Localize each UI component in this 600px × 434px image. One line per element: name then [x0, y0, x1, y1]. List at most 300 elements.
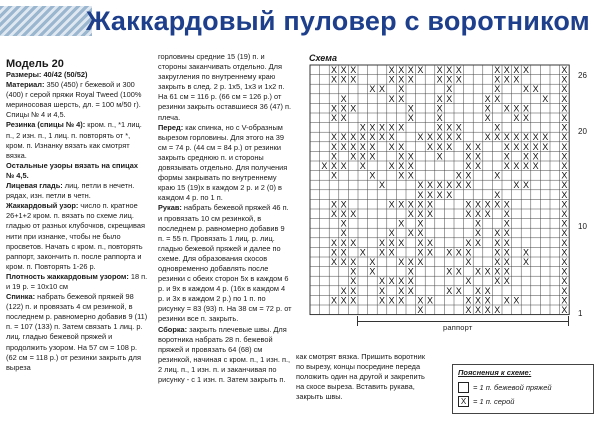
chart-cell-x: X [532, 161, 539, 171]
chart-cell-x: X [398, 74, 405, 85]
chart-cell-x: X [503, 276, 510, 287]
chart-cell-x: X [561, 209, 568, 219]
chart-cell-x: X [513, 180, 520, 191]
chart-cell-x: X [561, 247, 568, 258]
chart-cell-x: X [494, 266, 501, 277]
chart-cell-x: X [417, 237, 424, 248]
chart-cell-x: X [474, 209, 482, 219]
chart-cell-x: X [465, 141, 472, 152]
chart-cell-x: X [446, 65, 453, 75]
chart-cell-x: X [417, 65, 424, 75]
chart-cell-x: X [561, 113, 568, 123]
rib-pattern: Резинка (спицы № 4): кром. п., *1 лиц. п., 2 изн. п., 1 лиц. п. повторять от *, кром. п. Изнанку вязать как смотрят вязка. [6, 120, 142, 160]
chart-cell-x: X [484, 113, 491, 123]
chart-cell-x: X [561, 218, 568, 229]
chart-cell-x: X [340, 218, 347, 229]
chart-cell-x: X [398, 141, 405, 152]
chart-cell-x: X [484, 266, 491, 277]
chart-cell-x: X [503, 199, 510, 210]
chart-cell-x: X [369, 132, 376, 143]
chart-cell-x: X [561, 74, 568, 85]
chart-cell-x: X [503, 257, 510, 267]
chart-cell-x: X [407, 113, 414, 123]
chart-cell-x: X [398, 276, 405, 287]
row-label-20: 20 [578, 127, 587, 136]
chart-cell-x: X [417, 305, 424, 315]
chart-cell-x: X [350, 209, 357, 219]
chart-cell-x: X [330, 295, 338, 306]
finishing-text: как смотрят вязка. Пришить воротник по вырезу, концы посредине переда положить один на другой и закрепить на скосе выреза. Вставить рукава, закрыть швы. [296, 352, 425, 402]
chart-cell-x: X [474, 151, 482, 162]
chart-cell-x: X [436, 65, 443, 75]
legend-row-grey [458, 396, 588, 407]
chart-cell-x: X [436, 93, 443, 104]
chart-cell-x: X [417, 228, 424, 239]
chart-cell-x: X [561, 93, 568, 104]
chart-cell-x: X [561, 276, 568, 287]
chart-cell-x: X [561, 199, 568, 210]
chart-cell-x: X [494, 84, 501, 95]
chart-cell-x: X [426, 180, 434, 191]
row-label-1: 1 [578, 309, 583, 318]
chart-cell-x: X [455, 266, 462, 277]
legend-x-cell: X [458, 396, 469, 407]
chart-cell-x: X [561, 228, 568, 239]
chart-cell-x: X [494, 228, 501, 239]
chart-cell-x: X [561, 189, 568, 200]
banner-pattern [0, 6, 92, 36]
chart-cell-x: X [503, 151, 510, 162]
chart-cell-x: X [398, 237, 405, 248]
chart-cell-x: X [340, 161, 347, 171]
chart-cell-x: X [446, 189, 453, 200]
chart-cell-x: X [522, 84, 530, 95]
rapport-tick-left [357, 316, 358, 326]
chart-cell-x: X [369, 122, 376, 133]
chart-cell-x: X [522, 132, 530, 143]
chart-cell-x: X [455, 132, 462, 143]
chart-cell-x: X [455, 247, 462, 258]
chart-cell-x: X [561, 161, 568, 171]
row-label-10: 10 [578, 222, 587, 231]
chart-cell-x: X [503, 74, 510, 85]
chart-cell-x: X [542, 141, 549, 152]
chart-cell-x: X [378, 295, 386, 306]
chart-cell-x: X [436, 180, 443, 191]
chart-cell-x: X [407, 199, 414, 210]
chart-cell-x: X [474, 266, 482, 277]
chart-cell-x: X [561, 305, 568, 315]
chart-cell-x: X [398, 93, 405, 104]
chart-cell-x: X [474, 228, 482, 239]
chart-cell-x: X [532, 141, 539, 152]
other-patterns: Остальные узоры вязать на спицах № 4,5. [6, 160, 138, 180]
chart-cell-x: X [522, 247, 530, 258]
chart-cell-x: X [455, 122, 462, 133]
chart-cell-x: X [350, 132, 357, 143]
chart-cell-x: X [465, 247, 472, 258]
chart-cell-x: X [330, 209, 338, 219]
chart-cell-x: X [561, 132, 568, 143]
chart-cell-x: X [426, 209, 434, 219]
density: Плотность жаккардовым узором: 18 п. и 19 р. = 10x10 см [6, 271, 148, 291]
chart-cell-x: X [369, 84, 376, 95]
chart-cell-x: X [561, 170, 568, 181]
chart-cell-x: X [350, 295, 357, 306]
chart-cell-x: X [350, 65, 357, 75]
chart-cell-x: X [436, 132, 443, 143]
chart-cell-x: X [407, 285, 414, 296]
jacquard-pattern: Жаккардовый узор: число п. кратное 26+1+2 кром. п. вязать по схеме лиц. гладью от разных клубочков, скрещивая нити при изнанке, чтобы не было просветов. Начать с кром. п., повторять раппорт, закончить п. после раппорта и кром. п. Повторять 1-26 р. [6, 201, 145, 271]
chart-cell-x: X [484, 285, 491, 296]
chart-cell-x: X [522, 65, 530, 75]
chart-cell-x: X [532, 84, 539, 95]
chart-cell-x: X [330, 247, 338, 258]
chart-cell-x: X [522, 151, 530, 162]
chart-cell-x: X [398, 151, 405, 162]
chart-cell-x: X [474, 199, 482, 210]
chart-cell-x: X [446, 266, 453, 277]
chart-cell-x: X [388, 93, 395, 104]
chart-cell-x: X [330, 257, 338, 267]
neck-instructions: горловины средние 15 (19) п. и стороны заканчивать отдельно. Для закругления по внутреннему краю закрыть в след. 2 р. 1х5, 1х3 и 1х2 п. На 61 см = 116 р. (66 см = 126 р.) от резинки закрыть оставшиеся 36 (47) п. плеча. [158, 52, 292, 122]
chart-cell-x: X [398, 218, 405, 229]
chart-cell-x: X [388, 228, 395, 239]
chart-cell-x: X [388, 74, 395, 85]
chart-cell-x: X [398, 84, 405, 95]
chart-cell-x: X [455, 170, 462, 181]
chart-cell-x: X [522, 257, 530, 267]
chart-cell-x: X [378, 180, 386, 191]
stockinette: Лицевая гладь: лиц. петли в нечетн. рядах, изн. петли в четн. [6, 181, 135, 201]
chart-cell-x: X [388, 276, 395, 287]
chart-cell-x: X [513, 65, 520, 75]
chart-cell-x: X [398, 199, 405, 210]
chart-cell-x: X [340, 141, 347, 152]
chart-cell-x: X [446, 93, 453, 104]
chart-cell-x: X [417, 257, 424, 267]
chart-cell-x: X [388, 247, 395, 258]
chart-cell-x: X [417, 180, 424, 191]
chart-cell-x: X [330, 161, 338, 171]
chart-cell-x: X [446, 180, 453, 191]
chart-cell-x: X [503, 295, 510, 306]
chart-cell-x: X [388, 199, 395, 210]
chart-cell-x: X [494, 247, 501, 258]
chart-cell-x: X [561, 257, 568, 267]
chart-cell-x: X [407, 170, 414, 181]
chart-cell-x: X [513, 113, 520, 123]
chart-cell-x: X [455, 180, 462, 191]
chart-cell-x: X [513, 74, 520, 85]
chart-cell-x: X [330, 74, 338, 85]
column-left [6, 58, 148, 373]
chart-cell-x: X [494, 93, 501, 104]
chart-cell-x: X [561, 180, 568, 191]
chart-cell-x: X [350, 141, 357, 152]
chart-cell-x: X [561, 122, 568, 133]
chart-cell-x: X [321, 161, 328, 171]
chart-cell-x: X [494, 257, 501, 267]
chart-cell-x: X [474, 161, 482, 171]
chart-cell-x: X [340, 257, 347, 267]
chart-cell-x: X [350, 74, 357, 85]
sizes: Размеры: 40/42 (50/52) [6, 70, 88, 79]
chart-cell-x: X [330, 132, 338, 143]
column-right-text [296, 352, 434, 402]
row-label-26: 26 [578, 71, 587, 80]
chart-cell-x: X [330, 113, 338, 123]
chart-cell-x: X [513, 295, 520, 306]
chart-cell-x: X [350, 266, 357, 277]
column-middle [158, 52, 292, 385]
chart-cell-x: X [465, 295, 472, 306]
chart-cell-x: X [446, 84, 453, 95]
chart-cell-x: X [522, 113, 530, 123]
chart-cell-x: X [340, 295, 347, 306]
chart-cell-x: X [513, 132, 520, 143]
chart-cell-x: X [359, 132, 366, 143]
rapport-line [357, 321, 569, 322]
chart-cell-x: X [378, 237, 386, 248]
chart-cell-x: X [369, 151, 376, 162]
legend [452, 364, 594, 414]
chart-cell-x: X [503, 247, 510, 258]
chart-cell-x: X [417, 132, 424, 143]
chart-cell-x: X [484, 295, 491, 306]
chart-cell-x: X [494, 74, 501, 85]
chart-cell-x: X [446, 74, 453, 85]
chart-cell-x: X [426, 237, 434, 248]
chart-cell-x: X [494, 276, 501, 287]
chart-cell-x: X [417, 209, 424, 219]
chart-cell-x: X [407, 209, 414, 219]
chart-cell-x: X [503, 103, 510, 114]
chart-cell-x: X [561, 84, 568, 95]
chart-cell-x: X [330, 199, 338, 210]
scheme-title: Схема [309, 53, 337, 63]
legend-row-beige [458, 382, 588, 393]
chart-cell-x: X [407, 228, 414, 239]
chart-cell-x: X [369, 170, 376, 181]
chart-cell-x: X [407, 257, 414, 267]
chart-cell-x: X [474, 285, 482, 296]
chart-cell-x: X [494, 170, 501, 181]
legend-grey-text: = 1 п. серой [473, 397, 515, 406]
chart-cell-x: X [474, 237, 482, 248]
chart-cell-x: X [455, 285, 462, 296]
chart-cell-x: X [436, 74, 443, 85]
chart-cell-x: X [484, 199, 491, 210]
chart-cell-x: X [484, 305, 491, 315]
chart-cell-x: X [465, 151, 472, 162]
chart-cell-x: X [359, 161, 366, 171]
chart-cell-x: X [522, 141, 530, 152]
chart-cell-x: X [369, 141, 376, 152]
chart-cell-x: X [359, 122, 366, 133]
chart-cell-x: X [561, 266, 568, 277]
chart-cell-x: X [426, 132, 434, 143]
chart-cell-x: X [513, 141, 520, 152]
chart-cell-x: X [436, 122, 443, 133]
chart-cell-x: X [350, 257, 357, 267]
chart-cell-x: X [359, 247, 366, 258]
chart-cell-x: X [340, 65, 347, 75]
chart-cell-x: X [426, 247, 434, 258]
chart-cell-x: X [407, 151, 414, 162]
chart-cell-x: X [561, 151, 568, 162]
chart-cell-x: X [465, 209, 472, 219]
chart-cell-x: X [398, 122, 405, 133]
chart-cell-x: X [398, 257, 405, 267]
chart-cell-x: X [378, 122, 386, 133]
chart-cell-x: X [503, 161, 510, 171]
chart-cell-x: X [494, 132, 501, 143]
chart-cell-x: X [446, 122, 453, 133]
chart-cell-x: X [330, 151, 338, 162]
chart-cell-x: X [426, 189, 434, 200]
chart-cell-x: X [340, 228, 347, 239]
chart-cell-x: X [398, 170, 405, 181]
materials: Материал: 350 (450) г бежевой и 300 (400) г серой пряжи Royal Tweed (100% мериносовая шерсть, дл. = 100 м/50 г). Спицы № 4 и 4,5. [6, 80, 142, 120]
front-instructions: Перед: как спинка, но с V-образным вырезом горловины. Для этого на 39 см = 74 р. (44 см = 84 р.) от резинки закрыть среднюю п. и стороны довязывать отдельно. Для получения формы закрывать по внутреннему краю 15 (19)х в каждом 2 р. и 2 (0) в каждом 4 р. по 1 п. [158, 122, 288, 203]
chart-cell-x: X [426, 295, 434, 306]
back-instructions: Спинка: набрать бежевой пряжей 98 (122) п. и провязать 4 см резинкой, в последнем р. равномерно добавив 9 (11) п. = 107 (133) п. Затем связать 1 лиц. р. лиц. гладью бежевой пряжей и продолжить узором. На 57 см = 108 р. (62 см = 118 р.) от резинки закрыть для выреза [6, 292, 148, 372]
chart-cell-x: X [474, 141, 482, 152]
chart-cell-x: X [484, 209, 491, 219]
chart-cell-x: X [407, 161, 414, 171]
chart-cell-x: X [350, 276, 357, 287]
chart-cell-x: X [359, 141, 366, 152]
chart-cell-x: X [369, 266, 376, 277]
chart-cell-x: X [494, 189, 501, 200]
chart-cell-x: X [503, 228, 510, 239]
chart-cell-x: X [465, 276, 472, 287]
chart-cell-x: X [503, 132, 510, 143]
chart-cell-x: X [359, 151, 366, 162]
chart-cell-x: X [407, 74, 414, 85]
chart-cell-x: X [340, 93, 347, 104]
chart-cell-x: X [513, 161, 520, 171]
chart-cell-x: X [340, 74, 347, 85]
chart-cell-x: X [455, 74, 462, 85]
chart-cell-x: X [455, 65, 462, 75]
chart-cell-x: X [522, 103, 530, 114]
chart-cell-x: X [340, 247, 347, 258]
chart-cell-x: X [398, 161, 405, 171]
chart-cell-x: X [503, 237, 510, 248]
chart-cell-x: X [561, 295, 568, 306]
chart-cell-x: X [561, 103, 568, 114]
chart-cell-x: X [484, 132, 491, 143]
rapport-label: раппорт [443, 323, 473, 332]
chart-cell-x: X [494, 199, 501, 210]
chart-cell-x: X [330, 65, 338, 75]
chart-cell-x: X [494, 65, 501, 75]
chart-cell-x: X [503, 218, 510, 229]
chart-cell-x: X [542, 93, 549, 104]
assembly-instructions: Сборка: закрыть плечевые швы. Для воротника набрать 28 п. бежевой пряжей и провязать 64 (68) см резинкой, начиная с кром. п., 1 изн. п., 2 лиц. п., 1 изн. п. и заканчивая по рисунку - с 1 изн. п. Затем закрыть п. [158, 324, 291, 384]
chart-cell-x: X [465, 161, 472, 171]
chart-cell-x: X [330, 170, 338, 181]
chart-cell-x: X [503, 266, 510, 277]
chart-cell-x: X [436, 103, 443, 114]
chart-cell-x: X [465, 305, 472, 315]
chart-cell-x: X [340, 199, 347, 210]
chart-cell-x: X [378, 285, 386, 296]
chart-cell-x: X [465, 237, 472, 248]
sleeve-instructions: Рукав: набрать бежевой пряжей 46 п. и провязать 10 см резинкой, в последнем р. равномерно добавив 9 п. = 55 п. Провязать 1 лиц. р. лиц. гладью бежевой пряжей и далее по схеме. Для образования скосов одновременно добавлять после резинки с обеих сторон 5х в каждом 6 р. и 9х в каждом 4 р. (16х в каждом 4 р. и 3х в каждом 2 р.) по 1 п. по рисунку = 83 (93) п. На 38 см = 72 р. от резинки все п. закрыть. [158, 203, 292, 324]
chart-cell-x: X [417, 295, 424, 306]
chart-cell-x: X [494, 305, 501, 315]
chart-cell-x: X [561, 237, 568, 248]
chart-cell-x: X [378, 84, 386, 95]
chart-cell-x: X [407, 276, 414, 287]
chart-cell-x: X [350, 103, 357, 114]
chart-cell-x: X [494, 122, 501, 133]
chart-cell-x: X [398, 65, 405, 75]
chart-cell-x: X [484, 103, 491, 114]
chart-cell-x: X [417, 218, 424, 229]
chart-cell-x: X [465, 170, 472, 181]
chart-cell-x: X [503, 65, 510, 75]
legend-empty-cell [458, 382, 469, 393]
chart-cell-x: X [340, 103, 347, 114]
chart-cell-x: X [330, 141, 338, 152]
chart-cell-x: X [350, 237, 357, 248]
chart-cell-x: X [542, 132, 549, 143]
chart-cell-x: X [350, 151, 357, 162]
chart-cell-x: X [417, 199, 424, 210]
chart-cell-x: X [494, 237, 501, 248]
chart-cell-x: X [436, 141, 443, 152]
chart-cell-x: X [417, 189, 424, 200]
chart-cell-x: X [561, 141, 568, 152]
chart-cell-x: X [388, 141, 395, 152]
chart-cell-x: X [474, 305, 482, 315]
chart-cell-x: X [465, 257, 472, 267]
chart-cell-x: X [350, 285, 357, 296]
chart-cell-x: X [388, 295, 395, 306]
chart-cell-x: X [407, 65, 414, 75]
chart-cell-x: X [503, 209, 510, 219]
chart-cell-x: X [388, 65, 395, 75]
chart-cell-x: X [340, 209, 347, 219]
chart-cell-x: X [407, 266, 414, 277]
chart-cell-x: X [436, 113, 443, 123]
chart-cell-x: X [436, 189, 443, 200]
chart-cell-x: X [446, 247, 453, 258]
chart-cell-x: X [474, 218, 482, 229]
chart-cell-x: X [426, 199, 434, 210]
legend-beige-text: = 1 п. бежевой пряжей [473, 383, 552, 392]
chart-cell-x: X [340, 113, 347, 123]
chart-cell-x: X [340, 132, 347, 143]
chart-cell-x: X [388, 122, 395, 133]
chart-cell-x: X [388, 132, 395, 143]
chart-cell-x: X [446, 285, 453, 296]
title-banner [0, 0, 600, 41]
chart-cell-x: X [388, 161, 395, 171]
chart-cell-x: X [378, 276, 386, 287]
chart-cell-x: X [426, 141, 434, 152]
chart-cell-x: X [369, 257, 376, 267]
chart-cell-x: X [446, 141, 453, 152]
chart-cell-x: X [513, 103, 520, 114]
chart-cell-x: X [330, 237, 338, 248]
chart-cell-x: X [340, 237, 347, 248]
chart-cell-x: X [398, 285, 405, 296]
